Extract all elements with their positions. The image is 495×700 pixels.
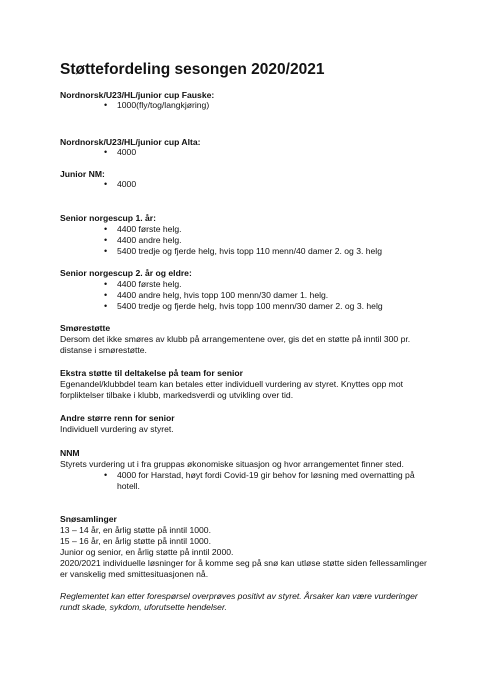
list-item: • 4400 andre helg, hvis topp 100 menn/30 damer 1. helg. bbox=[60, 290, 383, 301]
list-item: • 4400 andre helg. bbox=[60, 235, 382, 246]
footer-note: Reglementet kan etter forespørsel overprøves positivt av styret. Årsaker kan være vurderinger rundt skade, sykdom, uforutsette hendelser. bbox=[60, 591, 418, 612]
snosamlinger-line: 13 – 14 år, en årlig støtte på inntil 1000. bbox=[60, 525, 211, 535]
bullet-list-alta bbox=[60, 147, 136, 158]
section-heading-smorestotte: Smørestøtte bbox=[60, 323, 111, 333]
list-item: • 4000 for Harstad, høyt fordi Covid-19 gir behov for løsning med overnatting på hotell. bbox=[60, 470, 431, 492]
section-heading-fauske: Nordnorsk/U23/HL/junior cup Fauske: bbox=[60, 90, 215, 100]
section-heading-alta: Nordnorsk/U23/HL/junior cup Alta: bbox=[60, 137, 201, 147]
list-item: • 4000 bbox=[60, 179, 136, 190]
section-text-nnm: Styrets vurdering ut i fra gruppas økonomiske situasjon og hvor arrangementet finner sted. bbox=[60, 459, 404, 469]
list-item: • 4000 bbox=[60, 147, 136, 158]
snosamlinger-line: Junior og senior, en årlig støtte på inntil 2000. bbox=[60, 547, 234, 557]
list-item: • 1000(fly/tog/langkjøring) bbox=[60, 100, 209, 111]
bullet-list-senior-2 bbox=[60, 279, 383, 312]
list-item: • 4400 første helg. bbox=[60, 224, 382, 235]
bullet-list-fauske bbox=[60, 100, 209, 111]
section-text-andre-renn: Individuell vurdering av styret. bbox=[60, 424, 174, 434]
snosamlinger-line: 2020/2021 individuelle løsninger for å komme seg på snø kan utløse støtte siden fellessamlinger er vanskelig med smittesituasjonen nå. bbox=[60, 558, 427, 579]
list-item: • 4400 første helg. bbox=[60, 279, 383, 290]
section-heading-snosamlinger: Snøsamlinger bbox=[60, 514, 117, 524]
list-item: • 5400 tredje og fjerde helg, hvis topp 100 menn/30 damer 2. og 3. helg bbox=[60, 301, 383, 312]
section-heading-ekstra-stotte: Ekstra støtte til deltakelse på team for senior bbox=[60, 368, 243, 378]
bullet-list-junior-nm bbox=[60, 179, 136, 190]
document-title: Støttefordeling sesongen 2020/2021 bbox=[60, 61, 325, 78]
section-text-smorestotte: Dersom det ikke smøres av klubb på arrangementene over, gis det en støtte på inntil 300 pr. distanse i smørestøtte. bbox=[60, 334, 411, 355]
bullet-list-nnm bbox=[60, 470, 431, 492]
list-item: • 5400 tredje og fjerde helg, hvis topp 110 menn/40 damer 2. og 3. helg bbox=[60, 246, 382, 257]
snosamlinger-line: 15 – 16 år, en årlig støtte på inntil 1000. bbox=[60, 536, 211, 546]
section-heading-senior-1: Senior norgescup 1. år: bbox=[60, 213, 156, 223]
bullet-list-senior-1 bbox=[60, 224, 382, 257]
section-heading-nnm: NNM bbox=[60, 448, 80, 458]
section-text-ekstra-stotte: Egenandel/klubbdel team kan betales etter individuell vurdering av styret. Knyttes opp mot forpliktelser tilbake i klubb, markedsverdi og utvikling over tid. bbox=[60, 379, 403, 400]
section-heading-junior-nm: Junior NM: bbox=[60, 169, 105, 179]
section-heading-andre-renn: Andre større renn for senior bbox=[60, 413, 175, 423]
section-heading-senior-2: Senior norgescup 2. år og eldre: bbox=[60, 268, 192, 278]
